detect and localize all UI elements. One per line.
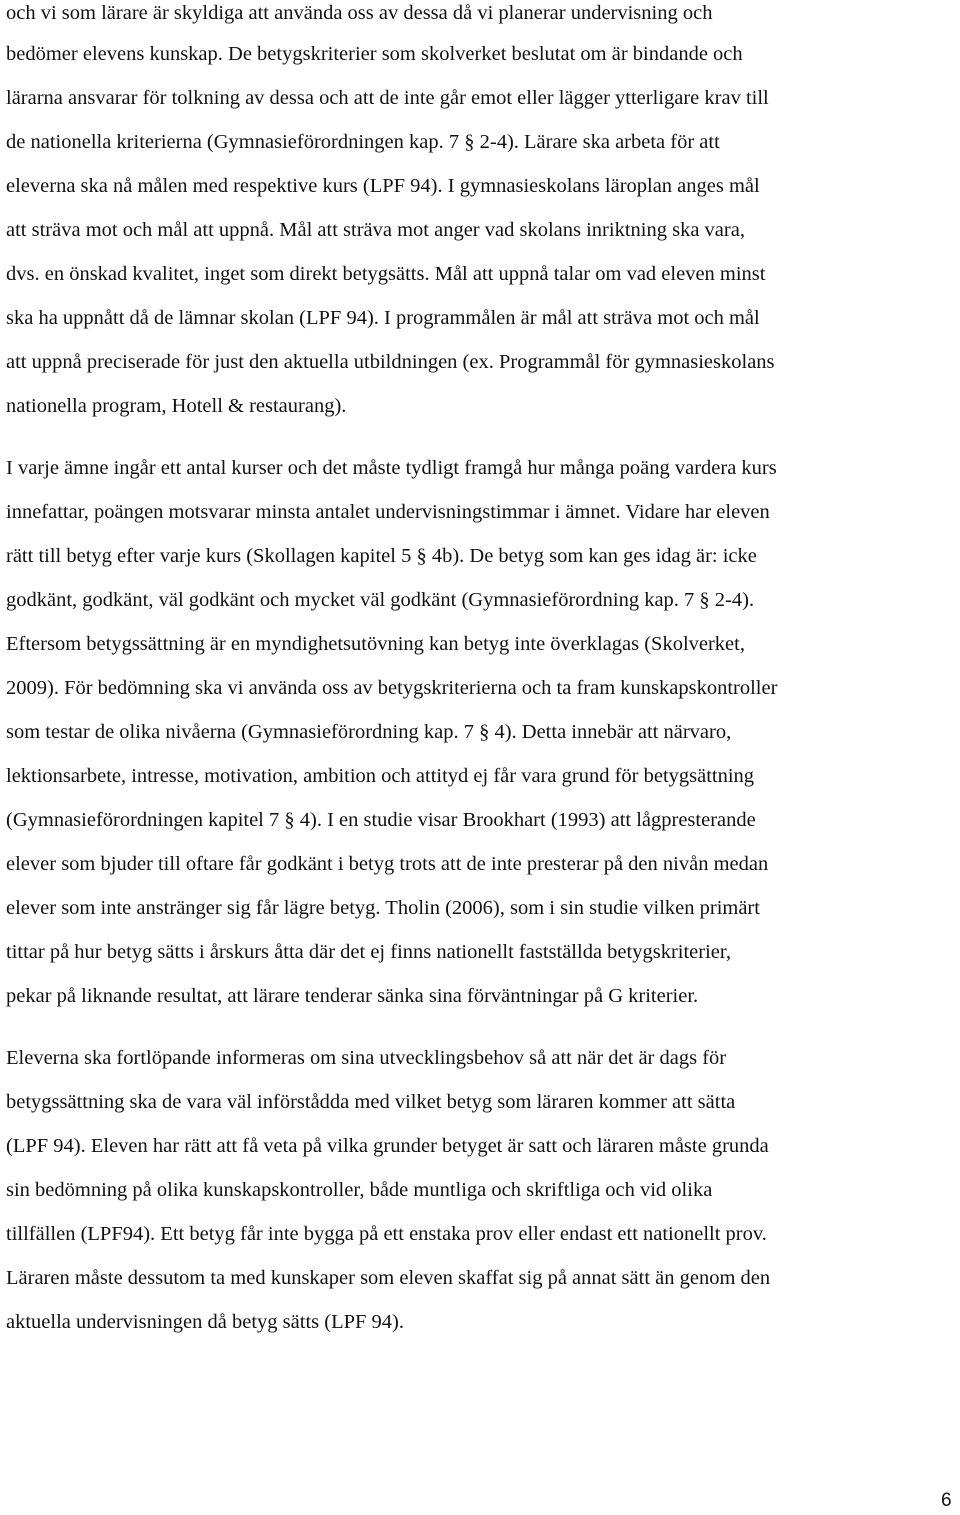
text-line: I varje ämne ingår ett antal kurser och det måste tydligt framgå hur många poäng vardera kurs xyxy=(6,457,777,479)
text-line: godkänt, godkänt, väl godkänt och mycket väl godkänt (Gymnasieförordning kap. 7 § 2-4). xyxy=(6,589,755,611)
text-line: att uppnå preciserade för just den aktuella utbildningen (ex. Programmål för gymnasieskolans xyxy=(6,351,775,373)
text-line: sin bedömning på olika kunskapskontroller, både muntliga och skriftliga och vid olika xyxy=(6,1179,713,1201)
text-line: de nationella kriterierna (Gymnasieförordningen kap. 7 § 2-4). Lärare ska arbeta för att xyxy=(6,131,720,153)
text-line: Läraren måste dessutom ta med kunskaper som eleven skaffat sig på annat sätt än genom den xyxy=(6,1267,771,1289)
text-line: lärarna ansvarar för tolkning av dessa och att de inte går emot eller lägger ytterligare krav till xyxy=(6,87,769,109)
text-line: och vi som lärare är skyldiga att använda oss av dessa då vi planerar undervisning och xyxy=(6,2,713,24)
text-line: nationella program, Hotell & restaurang). xyxy=(6,395,347,417)
text-line: rätt till betyg efter varje kurs (Skollagen kapitel 5 § 4b). De betyg som kan ges idag är: icke xyxy=(6,545,757,567)
text-line: elever som inte anstränger sig får lägre betyg. Tholin (2006), som i sin studie vilken primärt xyxy=(6,897,760,919)
text-line: (Gymnasieförordningen kapitel 7 § 4). I en studie visar Brookhart (1993) att lågpresterande xyxy=(6,809,756,831)
text-line: betygssättning ska de vara väl införstådda med vilket betyg som läraren kommer att sätta xyxy=(6,1091,736,1113)
text-line: 2009). För bedömning ska vi använda oss av betygskriterierna och ta fram kunskapskontroller xyxy=(6,677,778,699)
text-line: att sträva mot och mål att uppnå. Mål att sträva mot anger vad skolans inriktning ska vara, xyxy=(6,219,745,241)
text-line: tillfällen (LPF94). Ett betyg får inte bygga på ett enstaka prov eller endast ett nationellt prov. xyxy=(6,1223,767,1245)
text-line: dvs. en önskad kvalitet, inget som direkt betygsätts. Mål att uppnå talar om vad eleven minst xyxy=(6,263,766,285)
text-line: (LPF 94). Eleven har rätt att få veta på vilka grunder betyget är satt och läraren måste grunda xyxy=(6,1135,769,1157)
text-line: Eftersom betygssättning är en myndighetsutövning kan betyg inte överklagas (Skolverket, xyxy=(6,633,745,655)
text-line: pekar på liknande resultat, att lärare tenderar sänka sina förväntningar på G kriterier. xyxy=(6,985,699,1007)
text-line: ska ha uppnått då de lämnar skolan (LPF 94). I programmålen är mål att sträva mot och mål xyxy=(6,307,760,329)
text-line: lektionsarbete, intresse, motivation, ambition och attityd ej får vara grund för betygsättning xyxy=(6,765,755,787)
text-line: Eleverna ska fortlöpande informeras om sina utvecklingsbehov så att när det är dags för xyxy=(6,1047,727,1069)
text-line: innefattar, poängen motsvarar minsta antalet undervisningstimmar i ämnet. Vidare har eleven xyxy=(6,501,770,523)
text-line: tittar på hur betyg sätts i årskurs åtta där det ej finns nationellt fastställda betygskriterier, xyxy=(6,941,732,963)
text-line: elever som bjuder till oftare får godkänt i betyg trots att de inte presterar på den nivån medan xyxy=(6,853,769,875)
page-number: 6 xyxy=(941,1490,952,1511)
text-line: aktuella undervisningen då betyg sätts (LPF 94). xyxy=(6,1311,404,1333)
text-line: eleverna ska nå målen med respektive kurs (LPF 94). I gymnasieskolans läroplan anges mål xyxy=(6,175,760,197)
text-line: som testar de olika nivåerna (Gymnasieförordning kap. 7 § 4). Detta innebär att närvaro, xyxy=(6,721,732,743)
text-line: bedömer elevens kunskap. De betygskriterier som skolverket beslutat om är bindande och xyxy=(6,43,743,65)
